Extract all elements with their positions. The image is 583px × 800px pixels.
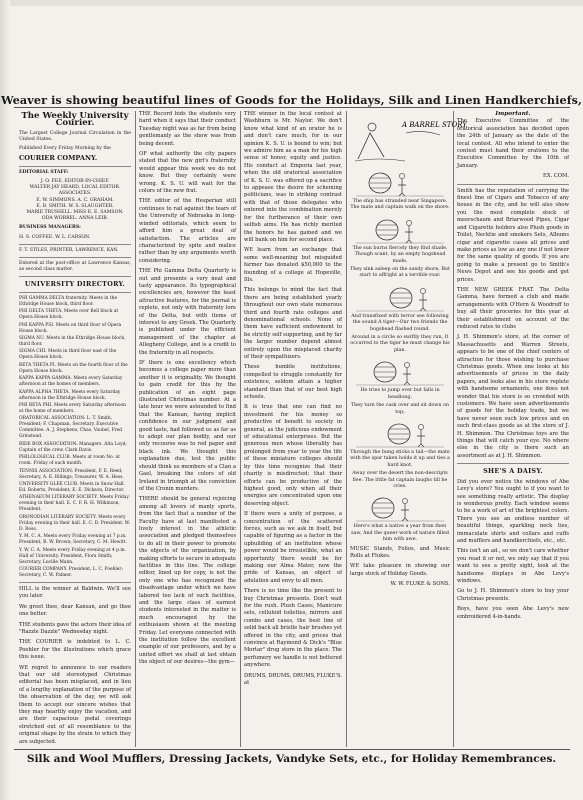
important-signature: EX. COM. — [543, 173, 569, 180]
article-paragraph: We greet thee, dear Kansan, and go thee one better. — [19, 603, 131, 618]
directory-item: COURIER COMPANY. President, L. C. Poehler; Secretary, C. W. Palmer. — [19, 566, 123, 578]
article-paragraph: THE Record bids the students very hard when it says that their conduct Tuesday night was as far from being gentlemanly as the show was from being decent. — [139, 111, 236, 147]
article-paragraph: Go to J. H. Shimmon's store to buy your Christmas presents. — [457, 588, 569, 602]
column-divider — [346, 111, 347, 747]
directory-item: SIGMA CHI. Meets in third floor east of the Opera House block. — [19, 349, 117, 361]
banner-bottom: Silk and Wool Mufflers, Dressing Jackets, Vandyke Sets, etc., for Holiday Remembrances. — [26, 753, 557, 765]
article-paragraph: This isn't an ad., so we don't care whether you read it or not, we only say that if you want to see a pretty sight, look at the handsome displays in Abe Levy's windows. — [457, 548, 569, 584]
column-editorials — [139, 111, 236, 747]
masthead-title: The Weekly University Courier. — [21, 111, 129, 129]
daisy-heading: SHE'S A DAISY. — [483, 467, 543, 476]
cartoon-caption: Through the bung sticks a tail—the mate with the spar taken holds it up and ties a hard knot. — [350, 449, 450, 468]
divider — [19, 166, 131, 167]
cartoon-caption: They turn the cask over and sit down on top; — [350, 403, 449, 415]
directory-item: KAPPA KAPPA GAMMA. Meets every Saturday afternoon at the homes of members. — [19, 376, 123, 388]
cartoon-caption: The ship has stranded near Singapore, The mate and captain walk on the shore. — [350, 199, 450, 211]
staff-line: WALTER JAY HEARD, LOCAL EDITOR. — [29, 185, 121, 191]
column-news — [244, 111, 342, 747]
article-paragraph: J. H. Shimmon's store, at the corner of Massachusetts and Warren Streets, appears to be one of the chief centers of attraction for those wishing to purchase Christmas goods. When one looks at his advertisements of prices in the daily papers, and looks also in his store replete with handsome ornaments, one does not wonder that his store is so crowded with customers. We have seen advertisements of goods for the holiday trade, but we have never seen such low prices and on such first-class goods as at the store of J. H. Shimmon. The Christmas toys are the things that will catch your eye. No where else in the city is there such an assortment as at J. H. Shimmon. — [457, 334, 569, 459]
article-paragraph: IF there is one excellency which becomes a college paper more than another it is originality. We thought to gain credit for this by the publication of an eight page illustrated Christmas number. At a late hour we were astounded to find that the Kansan, having implicit confidence in our judgment and good taste, had followed us as far as to adopt our plan bodily, and our only recourse was to red paper and black ink. We thought this explanation due, lest the public should think us members of a Clan a Gael, breaking the colors of old Ireland in triumph at the conviction of the Cronin murders. — [139, 360, 236, 492]
article-paragraph: THE students gave the actors their idea of "Razzle Dazzle" Wednesday night. — [19, 621, 131, 635]
bottom-rule — [14, 749, 570, 750]
article-paragraph: Boys, have you seen Abe Levy's new embroidered 4-in-hands. — [457, 606, 569, 620]
fluke-text: FLUKE'S. — [316, 672, 342, 679]
article-paragraph: THE COURIER is indebted to L. C. Poehler for the illustrations which grace this issue. — [19, 639, 131, 661]
col4-articles — [350, 546, 450, 579]
divider — [19, 292, 131, 293]
cartoon-barrel-sketch — [350, 492, 450, 522]
daisy-articles — [457, 479, 569, 621]
page-top-edge — [0, 0, 583, 6]
printer-line: F. T. STILES, PRINTER, LAWRENCE, KAN. — [19, 247, 119, 253]
cartoon-caption: Here's what a native a year from then saw, And the queer work of nature filled him with awe. — [351, 524, 449, 543]
directory-item: PHI GAMMA DELTA fraternity. Meets in the Ethridge House block, third floor. — [19, 295, 118, 307]
article-paragraph: OF what authority the city papers stated that the new girl's fraternity would appear this week we do not know. But they certainly were wrong. K. S. U. will wait for the colors of the new frat. — [139, 151, 236, 195]
article-paragraph: THE Phi Gamma Delta Quarterly is out and presents a very neat and tasty appearance. Its typographical excellencies are, however the least attractive features, for the journal is replete, not only with fraternity lore of the Delta, but with items of interest to any Greek. The Quarterly is published under the efficient management of the chapter at Allegheny College, and is a credit to the fraternity in all respects. — [139, 268, 236, 356]
drums-text: DRUMS, DRUMS, DRUMS, at — [244, 672, 316, 687]
divider — [19, 244, 131, 245]
important-text: The Executive Committee of the oratorical association has decided upon the 24th of January as the date of the local contest. All who intend to enter the contest must hand their orations to the Executive Committee by the 10th of January. — [457, 118, 569, 169]
masthead-published: Published Every Friday Morning by the — [19, 146, 111, 152]
directory-item: KAPPA ALPHA THETA. Meets every Saturday afternoon in the Ethridge House block. — [19, 389, 121, 401]
cartoon-caption: They sink asleep on the sandy shore, But start to affright at a terrible roar. — [350, 267, 450, 279]
cartoon-title: A BARREL STORY — [402, 121, 467, 129]
staff-line: E. W. SIMMONS. A. C. GRAHAM. — [36, 197, 114, 203]
cartoon-barrel-sketch — [350, 356, 450, 386]
staff-line: ASSOCIATES. — [58, 191, 92, 197]
cartoon-caption: He tries to jump over but falls in headlong. — [360, 388, 440, 400]
col3-articles — [244, 111, 342, 670]
col5-articles — [457, 188, 569, 461]
directory-item: PHI DELTA THETA. Meets over Bell block at Opera House block. — [19, 309, 119, 321]
directory-item: PHILOLOGICAL CLUB. Meets at room No. at room. Friday of each month. — [19, 455, 120, 467]
cartoon-caption: Away over the desert the non-descripts flee. The little fat captain laughs till he cries. — [352, 471, 448, 489]
article-paragraph: Did you ever notice the windows of Abe Levy's store? You ought to if you want to see something really artistic. The display is wonderous pretty. Each window seems to be a work of art of the brightest colors. There you see an endless number of beautiful things, sparkling neck ties, immaculate shirts and collars and cuffs and mufflers and handkerchiefs, etc., etc. — [457, 478, 569, 544]
cartoon-barrel-sketch — [350, 214, 450, 244]
directory-list — [19, 296, 131, 579]
cartoon-caption: Around in a circle so swiftly they run, It occurred to the tiger he must change his plan. — [350, 335, 450, 353]
cartoon-caption: And transfixed with terror see following the sound A tiger—Our two friends the hogshead flashed round. — [351, 313, 449, 332]
column-cartoon — [350, 111, 467, 747]
divider — [457, 184, 569, 185]
staff-line: J. O. FEE, EDITOR-IN-CHIEF. — [40, 179, 110, 185]
column-masthead — [19, 111, 131, 747]
divider — [19, 276, 131, 277]
directory-item: PHI KAPPA PSI. Meets on third floor of Opera House block. — [19, 322, 122, 334]
staff-list — [19, 179, 131, 222]
directory-heading: UNIVERSITY DIRECTORY. — [24, 280, 126, 289]
entered-line: Entered at the post-office at Lawrence Kansas, as second class matter. — [19, 261, 131, 273]
cartoon-barrel-sketch — [350, 167, 450, 197]
article-paragraph: It is true that one can find no investment for his money so productive of benefit to society in general, as the judicious endowment of educational enterprises. But the generous men whose liberality has prolonged from year to year the life of these miniature colleges should by this time recognize that their charity is misdirected; that their efforts can be productive of the highest good, only when all their energies are concentrated upon one deserving object. — [244, 404, 342, 507]
article-paragraph: If there were a unity of purpose, a concentration of the scattered forces, such as we ask in itself, but capable of figuring as a factor in the upbuilding of an institution whose power would be irresistible, what an opportunity there would be for making our Alma Mater, now the pride of Kansas, an object of adulation and envy to all men. — [244, 511, 342, 584]
cartoon-barrel-sketch — [350, 418, 450, 448]
column-divider — [240, 111, 241, 747]
directory-item: BETA THETA PI. Meets on the fourth floor of the Opera House block. — [19, 362, 128, 374]
article-paragraph: This belongs to mind the fact that there are being established yearly throughout our own state numerous third and fourth rate colleges and denominational schools. None of them have sufficient endowment to be strictly self supporting, and by far the larger number depend almost entirely upon the misplaced charity of their sympathizers. — [244, 287, 342, 360]
masthead-publisher: COURIER COMPANY. — [19, 154, 98, 163]
article-paragraph: THE winner in the local contest at Washburn is Mr. Naylor. We don't know what kind of an orator he is and don't care much, for in our opinion K. S. U. is bound to win; but we admire him as a man for his high sense of honor, equity and justice. His conduct at Emporia last year, when the old oratorical association of K. S. U. was offered up a sacrifice to appease the desire for scheming politicians, was in striking contrast with that of those delegates who entered into the combination merely for the furtherance of their own selfish aims. He has richly merited the honors he has gained and we will bank on him for second place. — [244, 111, 342, 243]
article-paragraph: There is no time like the present to buy Christmas presents. Don't wait for the rush. Plush Cases, Manicure sets, celluloid toilettes, mirrors and combs and cases, the best line of solid back all bristle hair brushes yet offered in the city, and prices that convince at Raymond & Dick's "Blue Mortar" drug store in the place. The perfumery we handle is not bettered anywhere. — [244, 588, 342, 669]
directory-item: PHI BETA PHI. Meets every Saturday afternoon at the home of members. — [19, 403, 126, 414]
col2-articles — [139, 111, 236, 667]
cartoon-caption: The sun burns fiercely they find shade, Though scant, by an empty hogshead made, — [352, 245, 448, 264]
business-heading: BUSINESS MANAGERS: — [19, 225, 81, 231]
article-paragraph: MUSIC Stands, Folios, and Music Rolls at Flukes. — [350, 545, 450, 559]
directory-item: TENNIS ASSOCIATION: President, F. E. Reed; Secretary, A. E. Billings; Treasurer, W. A. Hess. — [19, 468, 124, 480]
column-notices — [457, 111, 569, 747]
divider — [457, 463, 569, 464]
col1-articles — [19, 586, 131, 746]
article-paragraph: THE NEW GREEK FRAT. The Delta Gamma, have formed a club and made arrangements with O'Hern & Woodruff to buy all their groceries for this year at their establishment on account of the reduced rates to clubs — [457, 286, 569, 330]
staff-line: E. B. SMITH. W. S. SLAUGHTER. — [36, 203, 114, 209]
masthead-subtitle: The Largest College Journal Circulation in the United States. — [19, 130, 131, 143]
page-left-edge — [0, 0, 10, 800]
staff-line: ODA WORREL. ANNA LEIB. — [41, 216, 109, 222]
directory-item: Y. M. C. A. Meets every Friday evening at 7 p.m. President, B. W. Brown; Secretary, C. M. Hewitt. — [19, 534, 127, 546]
business-line: H. S. COFFEE. W. L. CARSON. — [19, 234, 91, 240]
article-paragraph: WE take pleasure in showing our large stock of Holiday Goods. — [350, 563, 450, 577]
fluke-drums-line — [244, 673, 342, 688]
article-paragraph: These humble institutions, compelled to struggle constantly for existence, seldom attain a higher standard than that of our best high schools. — [244, 364, 342, 401]
cartoon-barrel-sketch — [350, 282, 450, 312]
important-heading: Important. — [495, 111, 531, 117]
column-divider — [135, 111, 136, 747]
directory-item: ORATORICAL ASSOCIATION: L. T. Smith, President; F. Chapman, Secretary. Executive Committee. A. J. Stephens, Chas. Vaubel, Fred Grinstead. — [19, 416, 123, 440]
staff-heading: EDITORIAL STAFF: — [19, 169, 69, 175]
top-rule — [14, 107, 570, 108]
directory-item: RIDE BOX ASSOCIATION: Managers. Alta Loyd; Captain of the crew, Clark Davis. — [19, 441, 127, 453]
directory-item: Y. W. C. A. Meets every Friday evening at 4 p.m. Hall of University. President, Flora Smith; Secretary, Lucille Mann. — [19, 547, 126, 565]
column-divider — [453, 111, 454, 747]
directory-item: ATHENAEUM LITERARY SOCIETY. Meets Friday evening in their hall. E. C. F. R. H. Wilkinson, President. — [19, 495, 129, 513]
fluke-signature: W. W. FLUKE & SONS. — [390, 581, 450, 588]
article-paragraph: Smith has the reputation of carrying the finest line of Cigars and Tobacco of any house in the city, and he will also show you the most complete stock of meerschaum and Briarwood Pipes, Cigar and Cigarette holders also Plush goods in Toilet, Necktie and smokers Sets, Albums cigar and cigarette cases all prices and make prices as low as any one if not lower for the same quality of goods. If you are going to make a present go to Smith's News Depot and see his goods and get prices. — [457, 187, 569, 283]
directory-item: SIGMA NU. Meets in the Ethridge House block, third floor. — [19, 336, 126, 348]
article-paragraph: THERE should be general rejoicing among all lovers of manly sports, from the fact that a number of the Faculty have at last manifested a lively interest in the athletic association and pledged themselves to do all in their power to promote the objects of the organization, by making efforts to secure in adequate facilities in this line. The college editor, lined up for copy, is not the only one who has recognized the disadvantage under which we have labored too lack of such facilities, and the large class of earnest students interested in the matter is much encouraged by the enthusiasm shown at the meeting Friday. Let everyone connected with the institution follow the excellent example of our professors, and by a united effort we shall at last obtain the object of our desires—the gym— — [139, 496, 236, 666]
barrel-story-title-illustration — [350, 113, 467, 165]
staff-line: MARIE TRUSSELL. MISS E. E. SAMSON. — [26, 210, 124, 216]
article-paragraph: HILL is the winner at Baldwin. We'll see you later. — [19, 585, 131, 600]
cartoon-panels — [350, 167, 450, 544]
article-paragraph: WE regret to announce to our readers that our old stereotyped Christmas editorial has been misplaced, and in lieu of a lengthy explanation of the purpose of the observation of the day, we will ask them to accept our sincere wishes that they may heartily enjoy the vacation, and are their capacious pedal coverings stretched out of all resemblance to the original shape by the strain to which they are subjected. — [19, 664, 131, 745]
article-paragraph: THE editor of the Hesperian still continues to rail against the tears of the University of Nebraska in long-winded editorials, which seem to afford him a great deal of satisfaction. The articles are characterized by spite and malice rather than by any arguments worth considering. — [139, 198, 236, 264]
directory-item: ORONODIAN LITERARY SOCIETY. Meets every Friday evening in their hall. E. C. D. President. W. D. Ross. — [19, 514, 130, 532]
directory-item: UNIVERSITY GLEE CLUB. Meets in Snow Hall. Ed. Roberts, President; E. E. Dickson, Director. — [19, 481, 125, 493]
divider — [19, 582, 131, 583]
divider — [19, 257, 131, 258]
article-paragraph: WE learn from an exchange that some well-meaning but misguided farmer has donated $50,000 to the founding of a college at Hopeville, Ills. — [244, 247, 342, 283]
banner-top: Weaver is showing beautiful lines of Goods for the Holidays, Silk and Linen Handkerchiefs, — [0, 93, 583, 107]
